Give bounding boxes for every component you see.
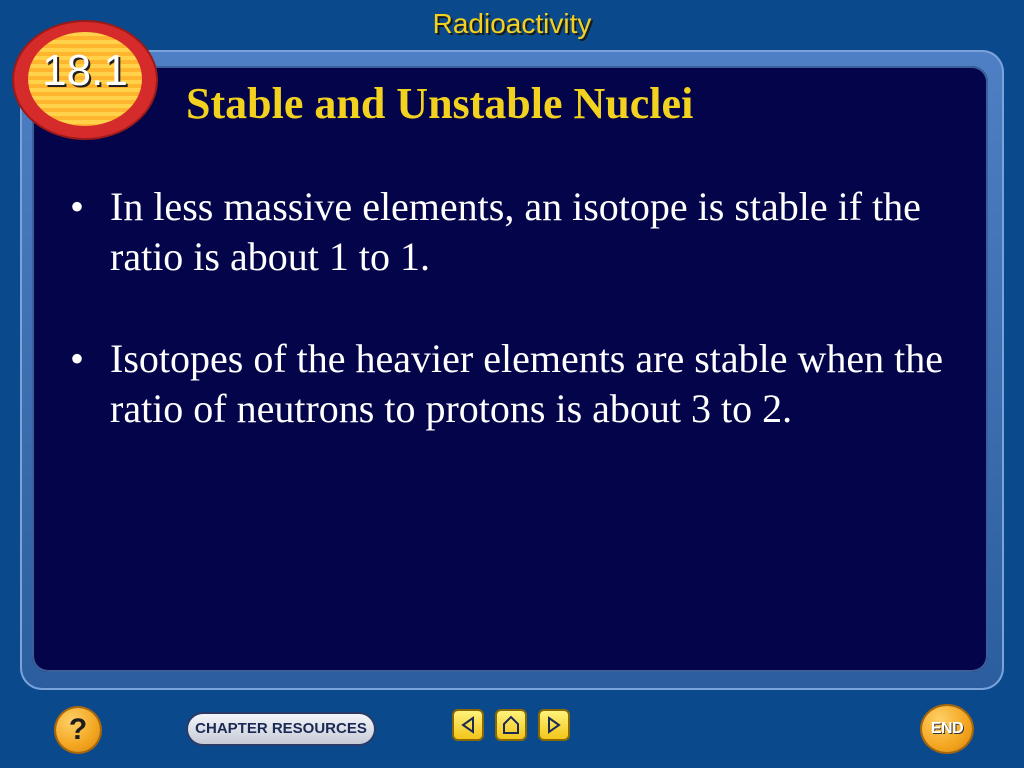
next-button[interactable] xyxy=(540,711,568,739)
bullet-item: • In less massive elements, an isotope is stable if the ratio is about 1 to 1. xyxy=(70,182,950,282)
help-button[interactable]: ? xyxy=(56,708,100,752)
previous-button[interactable] xyxy=(454,711,482,739)
bullet-list xyxy=(70,182,950,486)
home-button[interactable] xyxy=(497,711,525,739)
badge-label: 18.1 xyxy=(42,46,128,95)
arrow-right-icon xyxy=(540,711,568,739)
slide-title: Stable and Unstable Nuclei xyxy=(186,79,694,128)
section-badge xyxy=(14,22,156,138)
arrow-left-icon xyxy=(454,711,482,739)
home-icon xyxy=(497,711,525,739)
section-title: Radioactivity xyxy=(432,8,592,39)
bullet-item: • Isotopes of the heavier elements are stable when the ratio of neutrons to protons is about 3 to 2. xyxy=(70,334,950,434)
badge-inner xyxy=(28,32,142,126)
end-button[interactable]: END xyxy=(922,706,972,752)
chapter-resources-button[interactable]: CHAPTER RESOURCES xyxy=(188,714,374,744)
